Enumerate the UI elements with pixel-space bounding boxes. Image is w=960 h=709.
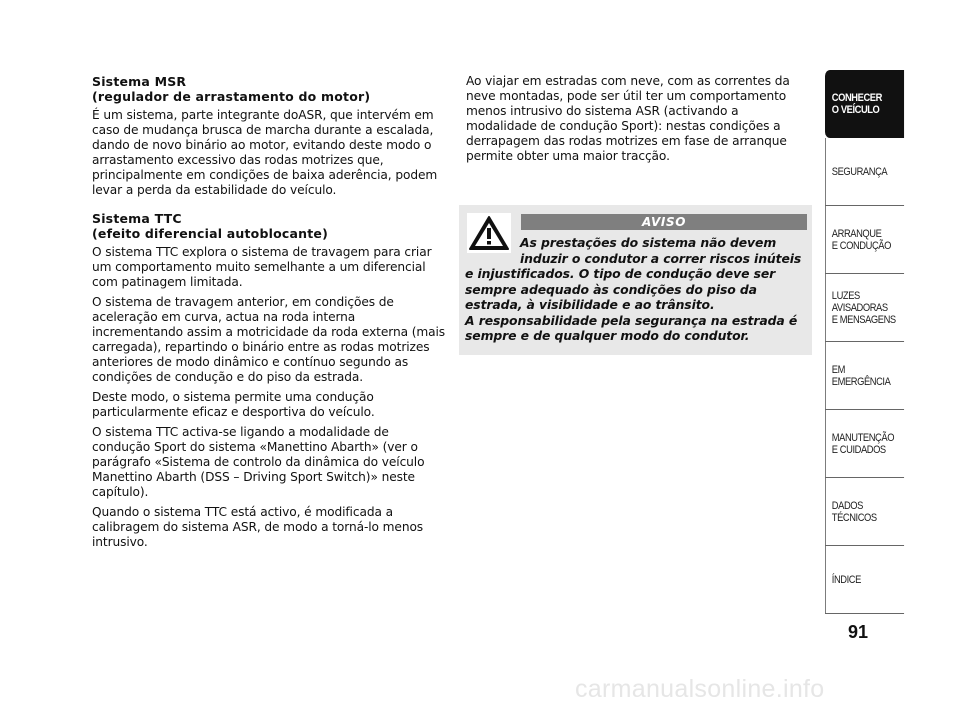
sidebar-tab-luzes-avisadoras[interactable] (825, 274, 904, 342)
sidebar-tab-label: SEGURANÇA (831, 166, 888, 178)
ttc-heading-subtitle: (efeito diferencial autoblocante) (92, 226, 328, 241)
warning-text-line: e injustificados. O tipo de condução deve ser sempre adequado às condições do piso da estrada, à visibilidade e ao trânsito. (465, 266, 776, 312)
ttc-paragraph: Quando o sistema TTC está activo, é modificada a calibragem do sistema ASR, de modo a torná-lo menos intrusivo. (92, 505, 424, 549)
msr-paragraph: É um sistema, parte integrante doASR, que intervém em caso de mudança brusca de marcha durante a escalada, dando de novo binário ao motor, evitando deste modo o arrastamento excessivo das rodas motrizes que, principalmente em condições de baixa aderência, podem levar a perda da estabilidade do veículo. (92, 108, 438, 197)
ttc-heading (92, 211, 447, 241)
watermark: carmanualsonline.info (575, 675, 825, 703)
sidebar-tab-manutencao[interactable] (825, 410, 904, 478)
sidebar-tab-arranque-e-conducao[interactable] (825, 206, 904, 274)
chapter-sidebar (825, 70, 918, 614)
page-number: 91 (847, 622, 869, 642)
ttc-paragraph: Deste modo, o sistema permite uma condução particularmente eficaz e desportiva do veículo. (92, 390, 375, 419)
ttc-paragraph: O sistema TTC explora o sistema de travagem para criar um comportamento muito semelhante a um diferencial com patinagem limitada. (92, 245, 432, 289)
msr-heading-subtitle: (regulador de arrastamento do motor) (92, 89, 371, 104)
sidebar-tab-dados-tecnicos[interactable] (825, 478, 904, 546)
warning-box (459, 205, 812, 355)
sidebar-tab-indice[interactable] (825, 546, 904, 614)
right-column (466, 74, 811, 169)
msr-heading-title: Sistema MSR (92, 74, 187, 89)
msr-heading (92, 74, 447, 104)
sidebar-tab-em-emergencia[interactable] (825, 342, 904, 410)
snow-paragraph: Ao viajar em estradas com neve, com as correntes da neve montadas, pode ser útil ter um comportamento menos intrusivo do sistema ASR (activando a modalidade de condução Sport): nestas condições a derrapagem das rodas motrizes em fase de arranque permite obter uma maior tracção. (466, 74, 790, 163)
warning-text-line: As prestações do sistema não devem induzir o condutor a correr riscos inúteis (520, 235, 802, 266)
sidebar-tab-label: EM EMERGÊNCIA (831, 364, 891, 388)
sidebar-tab-label: DADOS TÉCNICOS (831, 500, 877, 524)
sidebar-tab-label: CONHECER O VEÍCULO (831, 92, 882, 116)
warning-text (465, 235, 805, 344)
sidebar-tab-label: LUZES AVISADORAS E MENSAGENS (831, 290, 896, 326)
warning-title: AVISO (521, 214, 807, 230)
warning-text-line: A responsabilidade pela segurança na estrada é sempre e de qualquer modo do condutor. (465, 312, 798, 343)
sidebar-tab-seguranca[interactable] (825, 138, 904, 206)
left-column (92, 74, 447, 555)
ttc-paragraph: O sistema de travagem anterior, em condições de aceleração em curva, actua na roda interna incrementando assim a motricidade da roda externa (mais carregada), repartindo o binário entre as rodas motrizes anteriores de modo dinâmico e contínuo segundo as condições de condução e do piso da estrada. (92, 295, 446, 384)
ttc-paragraph: O sistema TTC activa-se ligando a modalidade de condução Sport do sistema «Manettino Abarth» (ver o parágrafo «Sistema de controlo da dinâmica do veículo Manettino Abarth (DSS – Driving Sport Switch)» neste capítulo). (92, 425, 425, 499)
ttc-heading-title: Sistema TTC (92, 211, 182, 226)
sidebar-tab-label: MANUTENÇÃO E CUIDADOS (831, 432, 895, 456)
sidebar-tab-label: ÍNDICE (831, 574, 861, 586)
sidebar-tab-label: ARRANQUE E CONDUÇÃO (831, 228, 891, 252)
sidebar-tab-conhecer-o-veiculo[interactable] (825, 70, 904, 138)
